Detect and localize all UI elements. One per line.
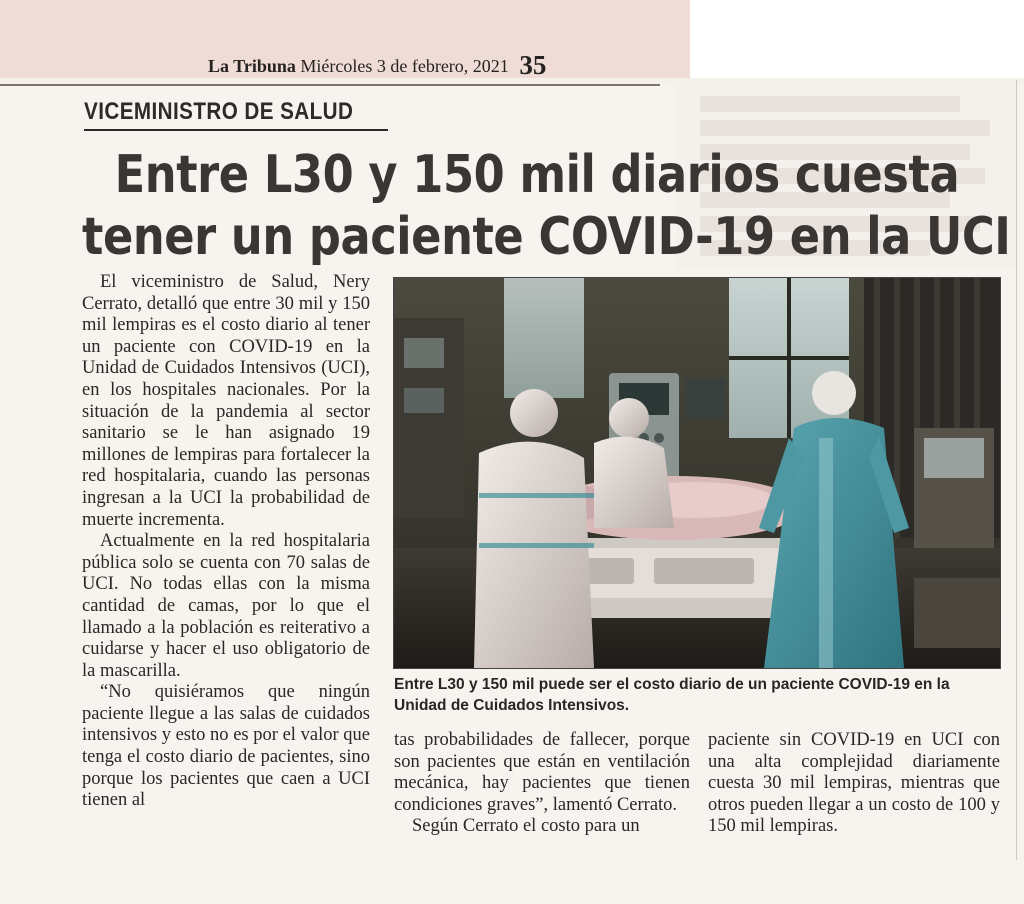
headline-line-2: tener un paciente COVID-19 en la UCI <box>82 207 1011 267</box>
icu-photo <box>393 277 1001 669</box>
article-column-1 <box>82 272 370 812</box>
page-header <box>208 50 546 81</box>
article-column-3 <box>708 730 1000 838</box>
page-number: 35 <box>519 50 547 80</box>
article-column-2 <box>394 730 690 838</box>
newspaper-name: La Tribuna <box>208 56 296 76</box>
icu-photo-illustration <box>394 278 1000 668</box>
photo-caption: Entre L30 y 150 mil puede ser el costo diario de un paciente COVID-19 en la Unidad de Cuidados Intensivos. <box>394 676 950 714</box>
section-label: VICEMINISTRO DE SALUD <box>84 98 354 125</box>
paragraph: tas probabilidades de fallecer, porque son pacientes que están en ventilación mecánica, hay pacientes que tienen condiciones graves”, lamentó Cerrato. <box>394 730 690 815</box>
paragraph: paciente sin COVID-19 en UCI con una alta complejidad diariamente cuesta 30 mil lempiras, mientras que otros pueden llegar a un costo de 100 y 150 mil lempiras. <box>708 730 1000 837</box>
paragraph: El viceministro de Salud, Nery Cerrato, detalló que entre 30 mil y 150 mil lempiras es el costo diario al tener un paciente con COVID-19 en la Unidad de Cuidados Intensivos (UCI), en los hospitales nacionales. Por la situación de la pandemia al sector sanitario se le han asignado 19 millones de lempiras para fortalecer la red hospitalaria, cuando las personas ingresan a la UCI la probabilidad de muerte incrementa. <box>82 272 370 530</box>
article-headline <box>82 144 1011 268</box>
header-rule <box>0 84 660 86</box>
paragraph: “No quisiéramos que ningún paciente llegue a las salas de cuidados intensivos y esto no es por el valor que tenga el costo diario de pacientes, sino porque los pacientes que caen a UCI tienen al <box>82 682 370 811</box>
section-underline <box>84 129 388 131</box>
blank-margin <box>690 0 1024 78</box>
paragraph: Actualmente en la red hospitalaria pública solo se cuenta con 70 salas de UCI. No todas ellas con la misma cantidad de camas, por lo que el llamado a la población es reiterativo a cuidarse y hacer el uso obligatorio de la mascarilla. <box>82 531 370 681</box>
column-rule <box>1016 80 1017 860</box>
issue-date: Miércoles 3 de febrero, 2021 <box>300 56 509 76</box>
paragraph: Según Cerrato el costo para un <box>412 816 640 837</box>
headline-line-1: Entre L30 y 150 mil diarios cuesta <box>114 145 960 205</box>
